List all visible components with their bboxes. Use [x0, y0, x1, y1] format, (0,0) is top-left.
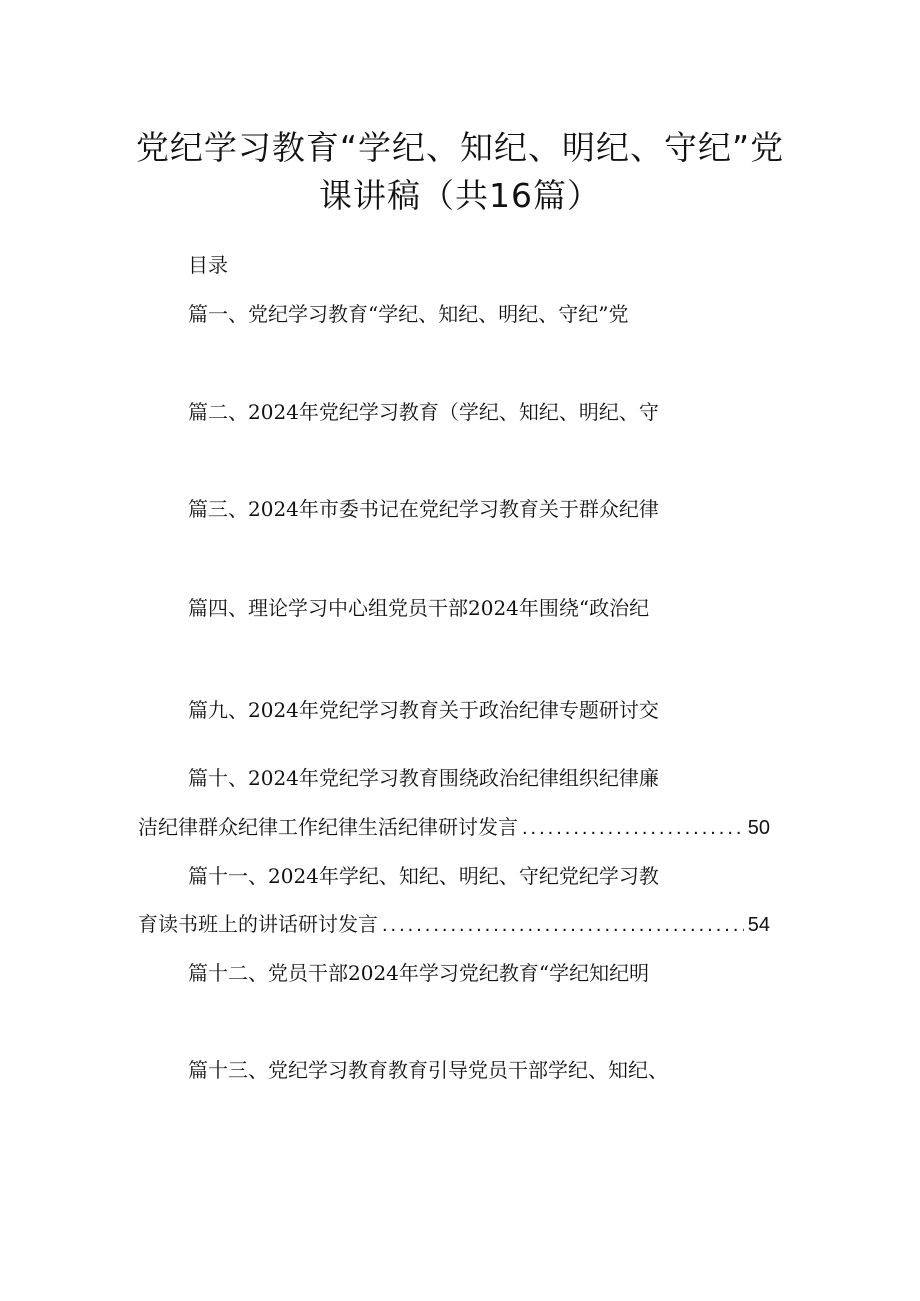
toc-entry-4[interactable]: 篇四、理论学习中心组党员干部2024年围绕“政治纪 [188, 596, 650, 620]
toc-entry-1[interactable]: 篇一、党纪学习教育“学纪、知纪、明纪、守纪”党 [188, 302, 629, 326]
document-title-line-1: 党纪学习教育“学纪、知纪、明纪、守纪”党 [135, 128, 785, 167]
dot-leader [382, 911, 744, 939]
toc-entry-11[interactable]: 篇十一、2024年学纪、知纪、明纪、守纪党纪学习教 [188, 864, 659, 888]
toc-entry-11-continuation[interactable] [138, 910, 770, 938]
document-title-line-2: 课讲稿（共16篇） [319, 176, 601, 215]
toc-entry-12[interactable]: 篇十二、党员干部2024年学习党纪教育“学纪知纪明 [188, 961, 650, 985]
toc-entry-text: 洁纪律群众纪律工作纪律生活纪律研讨发言 [138, 815, 518, 839]
toc-page-number: 54 [747, 914, 770, 936]
toc-heading: 目录 [188, 253, 228, 277]
dot-leader [522, 814, 744, 842]
toc-entry-text: 育读书班上的讲话研讨发言 [138, 912, 378, 936]
toc-page-number: 50 [747, 817, 770, 839]
toc-entry-13[interactable]: 篇十三、党纪学习教育教育引导党员干部学纪、知纪、 [188, 1058, 668, 1082]
toc-entry-10-continuation[interactable] [138, 813, 770, 841]
toc-entry-10[interactable]: 篇十、2024年党纪学习教育围绕政治纪律组织纪律廉 [188, 766, 659, 790]
toc-entry-3[interactable]: 篇三、2024年市委书记在党纪学习教育关于群众纪律 [188, 497, 659, 521]
toc-entry-2[interactable]: 篇二、2024年党纪学习教育（学纪、知纪、明纪、守 [188, 400, 659, 424]
toc-entry-9[interactable]: 篇九、2024年党纪学习教育关于政治纪律专题研讨交 [188, 698, 659, 722]
